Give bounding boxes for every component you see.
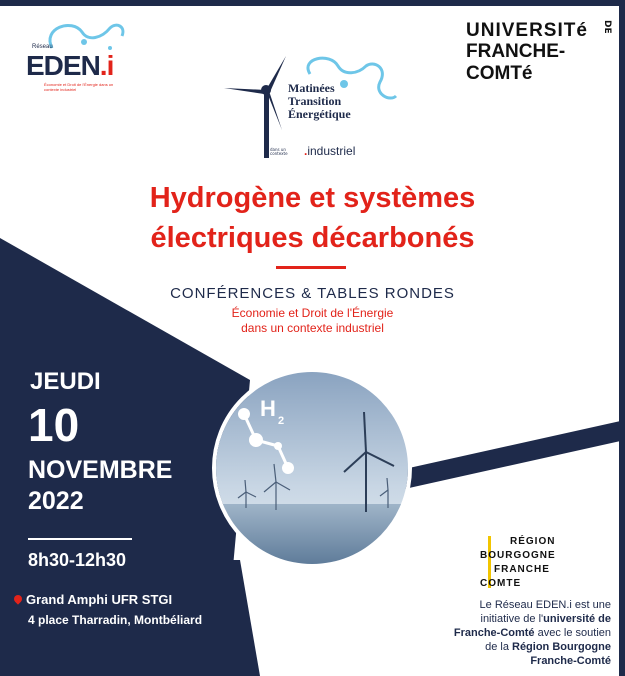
event-month: NOVEMBRE	[28, 456, 173, 484]
eden-logo	[22, 18, 142, 98]
region-line4: COMTE	[480, 578, 522, 589]
region-line2: BOURGOGNE	[480, 550, 556, 561]
matinees-line1: Matinées	[288, 81, 335, 95]
matinees-title	[288, 82, 351, 121]
eden-name: EDEN.i	[26, 50, 114, 81]
university-logo-line2: FRANCHE-COMTé	[466, 41, 566, 84]
title-divider	[276, 266, 346, 269]
eden-reseau-label: Réseau	[32, 44, 53, 50]
h2-label: H	[260, 396, 276, 421]
event-theme-line2: dans un contexte industriel	[241, 321, 384, 335]
credits-line3: Franche-Comté avec le soutien	[453, 627, 611, 639]
region-logo	[480, 530, 568, 592]
university-logo-line1: UNIVERSITé	[466, 20, 588, 41]
event-title-line2: électriques décarbonés	[150, 222, 475, 254]
event-date: 10	[28, 399, 80, 451]
event-year: 2022	[28, 487, 84, 515]
credits-line2: initiative de l'université de	[480, 613, 611, 625]
event-day: JEUDI	[30, 368, 101, 395]
event-venue: Grand Amphi UFR STGI	[14, 592, 172, 607]
region-line3: FRANCHE	[494, 564, 550, 575]
university-logo-de: DE	[602, 20, 612, 34]
offshore-wind-image	[216, 372, 408, 564]
matinees-context: dans un contexte	[270, 147, 288, 156]
location-pin-icon	[12, 593, 23, 604]
university-logo	[466, 20, 616, 84]
event-time: 8h30-12h30	[28, 550, 127, 570]
event-theme-line1: Économie et Droit de l'Énergie	[231, 306, 394, 320]
date-divider	[28, 538, 132, 540]
right-frame	[619, 0, 625, 676]
h2-subscript: 2	[278, 415, 285, 427]
matinees-logo	[220, 52, 400, 164]
event-subtitle: CONFÉRENCES & TABLES RONDES	[170, 285, 455, 302]
matinees-industriel: .industriel	[304, 144, 356, 158]
credits-line1: Le Réseau EDEN.i est une	[479, 599, 611, 611]
region-line1: RÉGION	[510, 536, 556, 547]
eden-tagline: Économie et Droit de l'Énergie dans un contexte industriel	[44, 82, 114, 92]
top-frame	[0, 0, 625, 6]
matinees-line3: Énergétique	[288, 107, 351, 121]
event-title-line1: Hydrogène et systèmes	[149, 182, 476, 214]
credits-text	[391, 598, 611, 668]
matinees-line2: Transition	[288, 94, 342, 108]
event-address: 4 place Tharradin, Montbéliard	[28, 613, 203, 627]
wind-farm-photo	[212, 368, 412, 568]
credits-line5: Franche-Comté	[530, 655, 611, 667]
credits-line4: de la Région Bourgogne	[485, 641, 611, 653]
